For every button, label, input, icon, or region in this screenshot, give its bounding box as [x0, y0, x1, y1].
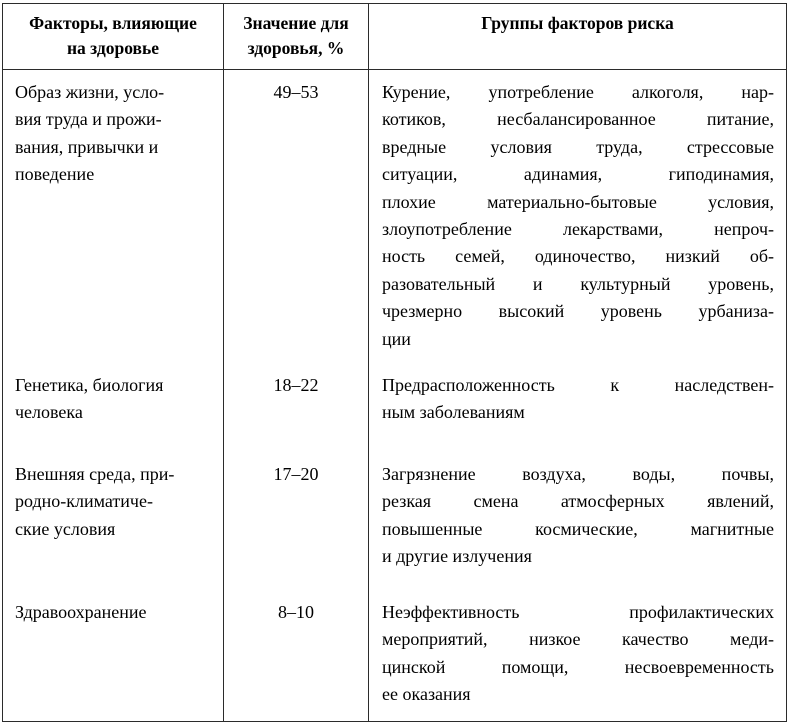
cell-line: вия труда и прожи- — [15, 109, 162, 130]
cell-line: разовательный и культурный уровень, — [382, 273, 774, 294]
cell-line: плохие материально-бытовые условия, — [382, 191, 774, 212]
column-header-value — [224, 4, 369, 70]
table-body — [3, 70, 787, 722]
column-header-value-line-2: здоровья, % — [247, 38, 345, 58]
column-header-factors-line-2: на здоровье — [66, 38, 160, 58]
cell-value: 8–10 — [224, 590, 369, 722]
cell-line: Загрязнение воздуха, воды, почвы, — [382, 464, 774, 485]
cell-line: мероприятий, низкое качество меди- — [382, 629, 774, 650]
table-header — [3, 4, 787, 70]
table-row — [3, 590, 787, 722]
table-row — [3, 452, 787, 590]
column-header-groups-line-1: Группы факторов риска — [481, 13, 674, 33]
cell-value: 17–20 — [224, 452, 369, 590]
cell-value: 18–22 — [224, 363, 369, 452]
cell-line: Неэффективность профилактических — [382, 602, 774, 623]
cell-line: Курение, употребление алкоголя, нар- — [382, 82, 774, 102]
cell-line: Образ жизни, усло- — [15, 82, 165, 102]
cell-line: Предрасположенность к наследствен- — [382, 375, 774, 396]
cell-line: Здравоохранение — [15, 602, 147, 623]
cell-line: родно-климатиче- — [15, 491, 153, 512]
cell-factors — [3, 590, 224, 722]
cell-groups — [369, 590, 787, 722]
cell-value: 49–53 — [224, 70, 369, 364]
cell-line: повышенные космические, магнитные — [382, 518, 774, 539]
column-header-factors-line-1: Факторы, влияющие — [29, 13, 197, 33]
column-header-value-line-1: Значение для — [243, 13, 349, 33]
cell-line: ность семей, одиночество, низкий об- — [382, 246, 774, 267]
cell-line: вредные условия труда, стрессовые — [382, 136, 774, 157]
cell-line: и другие излучения — [382, 546, 532, 567]
table-row — [3, 363, 787, 452]
cell-line: Внешняя среда, при- — [15, 464, 175, 485]
cell-line: человека — [15, 402, 83, 423]
cell-line: Генетика, биология — [15, 375, 164, 396]
cell-factors — [3, 70, 224, 364]
cell-groups — [369, 70, 787, 364]
cell-line: ские условия — [15, 518, 116, 539]
cell-factors — [3, 452, 224, 590]
cell-line: ции — [382, 328, 411, 349]
column-header-factors — [3, 4, 224, 70]
cell-line: поведение — [15, 164, 95, 185]
cell-groups — [369, 363, 787, 452]
cell-line: резкая смена атмосферных явлений, — [382, 491, 774, 512]
cell-line: ситуации, адинамия, гиподинамия, — [382, 164, 774, 185]
cell-line: ным заболеваниям — [382, 402, 525, 423]
cell-line: чрезмерно высокий уровень урбаниза- — [382, 301, 774, 322]
cell-groups — [369, 452, 787, 590]
table-row — [3, 70, 787, 364]
health-risk-factors-table — [2, 3, 787, 722]
cell-line: вания, привычки и — [15, 136, 159, 157]
cell-line: котиков, несбалансированное питание, — [382, 109, 774, 130]
cell-line: цинской помощи, несвоевременность — [382, 656, 774, 677]
cell-factors — [3, 363, 224, 452]
cell-line: ее оказания — [382, 684, 471, 705]
cell-line: злоупотребление лекарствами, непроч- — [382, 219, 774, 240]
column-header-groups — [369, 4, 787, 70]
header-row — [3, 4, 787, 70]
